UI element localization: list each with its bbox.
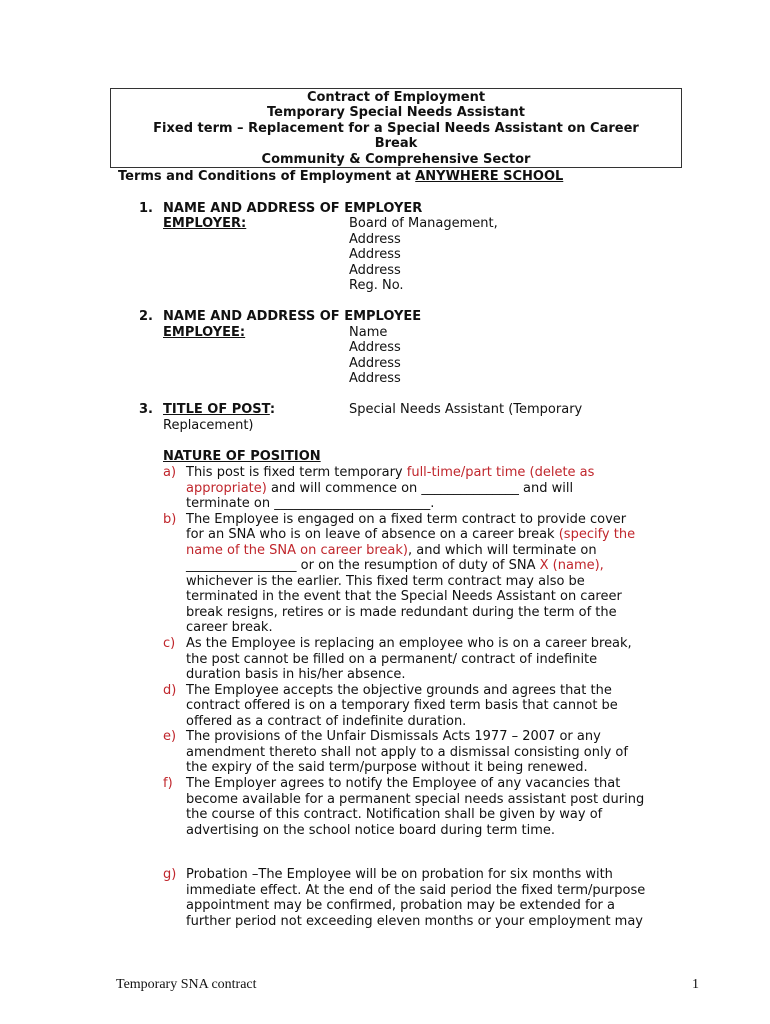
footer-title: Temporary SNA contract [116,977,257,992]
item-b-line: The Employee is engaged on a fixed term contract to provide cover [186,512,627,527]
nature-heading: NATURE OF POSITION [163,449,321,464]
employer-line: Board of Management, [349,216,498,231]
employee-line: Address [349,371,401,386]
item-f-marker: f) [163,776,173,791]
item-g-marker: g) [163,867,177,882]
item-b-line [186,527,635,542]
item-g-line: Probation –The Employee will be on probation for six months with [186,867,613,882]
employer-line: Reg. No. [349,278,404,293]
item-a-text: This post is fixed term temporary [186,465,407,480]
item-e-line: the expiry of the said term/purpose without it being renewed. [186,760,588,775]
item-d-line: The Employee accepts the objective grounds and agrees that the [186,683,612,698]
item-b-red-text: X (name), [539,558,604,573]
item-b-line: break resigns, retires or is made redundant during the term of the [186,605,617,620]
item-g-line: appointment may be confirmed, probation may be extended for a [186,898,615,913]
title-of-post-value: Special Needs Assistant (Temporary [349,402,583,417]
title-line-3: Fixed term – Replacement for a Special Needs Assistant on Career [153,121,639,136]
item-b-marker: b) [163,512,177,527]
item-a-text: and will commence on _______________ and will [266,481,574,496]
page-number: 1 [692,977,699,992]
item-e-line: The provisions of the Unfair Dismissals Acts 1977 – 2007 or any [186,729,601,744]
item-b-text: , and which will terminate on [407,543,597,558]
employer-line: Address [349,263,401,278]
title-of-post-text: TITLE OF POST [163,402,270,417]
employer-label: EMPLOYER: [163,216,247,231]
item-a-marker: a) [163,465,177,480]
item-g-line: immediate effect. At the end of the said period the fixed term/purpose [186,883,646,898]
item-f-line: the course of this contract. Notification shall be given by way of [186,807,603,822]
title-line-4: Break [374,136,418,151]
item-g-line: further period not exceeding eleven months or your employment may [186,914,643,929]
item-c-marker: c) [163,636,176,651]
terms-heading-prefix: Terms and Conditions of Employment at [118,169,416,184]
item-f-line: advertising on the school notice board during term time. [186,823,556,838]
section-3-number: 3. [139,402,153,417]
item-f-line: become available for a permanent special needs assistant post during [186,792,645,807]
item-a-line [186,465,594,480]
employer-line: Address [349,232,401,247]
item-b-line: terminated in the event that the Special Needs Assistant on career [186,589,622,604]
employee-label: EMPLOYEE: [163,325,246,340]
item-b-text: _________________ or on the resumption of duty of SNA [186,558,540,573]
item-e-line: amendment thereto shall not apply to a dismissal consisting only of [186,745,628,760]
section-1-heading: NAME AND ADDRESS OF EMPLOYER [163,201,423,216]
item-b-line: career break. [186,620,273,635]
school-name: ANYWHERE SCHOOL [415,169,564,184]
item-c-line: duration basis in his/her absence. [186,667,406,682]
title-of-post-colon: : [269,402,276,417]
employee-line: Address [349,340,401,355]
item-a-line: terminate on ________________________. [186,496,435,511]
section-2-heading: NAME AND ADDRESS OF EMPLOYEE [163,309,422,324]
item-b-line: whichever is the earlier. This fixed term contract may also be [186,574,585,589]
title-line-1: Contract of Employment [306,90,486,105]
employer-line: Address [349,247,401,262]
item-d-line: contract offered is on a temporary fixed term basis that cannot be [186,698,618,713]
item-b-line [186,543,597,558]
employee-line: Address [349,356,401,371]
section-2-number: 2. [139,309,153,324]
title-of-post-label [163,402,275,417]
item-b-text: for an SNA who is on leave of absence on a career break [186,527,559,542]
title-of-post-value-cont: Replacement) [163,418,254,433]
item-b-red-text: (specify the [558,527,636,542]
section-1-number: 1. [139,201,153,216]
terms-heading [118,169,563,184]
item-f-line: The Employer agrees to notify the Employee of any vacancies that [186,776,621,791]
item-b-red-text: name of the SNA on career break) [186,543,408,558]
item-a-line [186,481,573,496]
employee-line: Name [349,325,388,340]
title-line-5: Community & Comprehensive Sector [261,152,531,167]
item-a-red-text: appropriate) [186,481,267,496]
item-e-marker: e) [163,729,177,744]
item-c-line: the post cannot be filled on a permanent/ contract of indefinite [186,652,598,667]
item-d-marker: d) [163,683,177,698]
item-a-red-text: full-time/part time (delete as [406,465,595,480]
item-b-line [186,558,604,573]
title-line-2: Temporary Special Needs Assistant [266,105,525,120]
item-c-line: As the Employee is replacing an employee who is on a career break, [186,636,632,651]
item-d-line: offered as a contract of indefinite duration. [186,714,467,729]
